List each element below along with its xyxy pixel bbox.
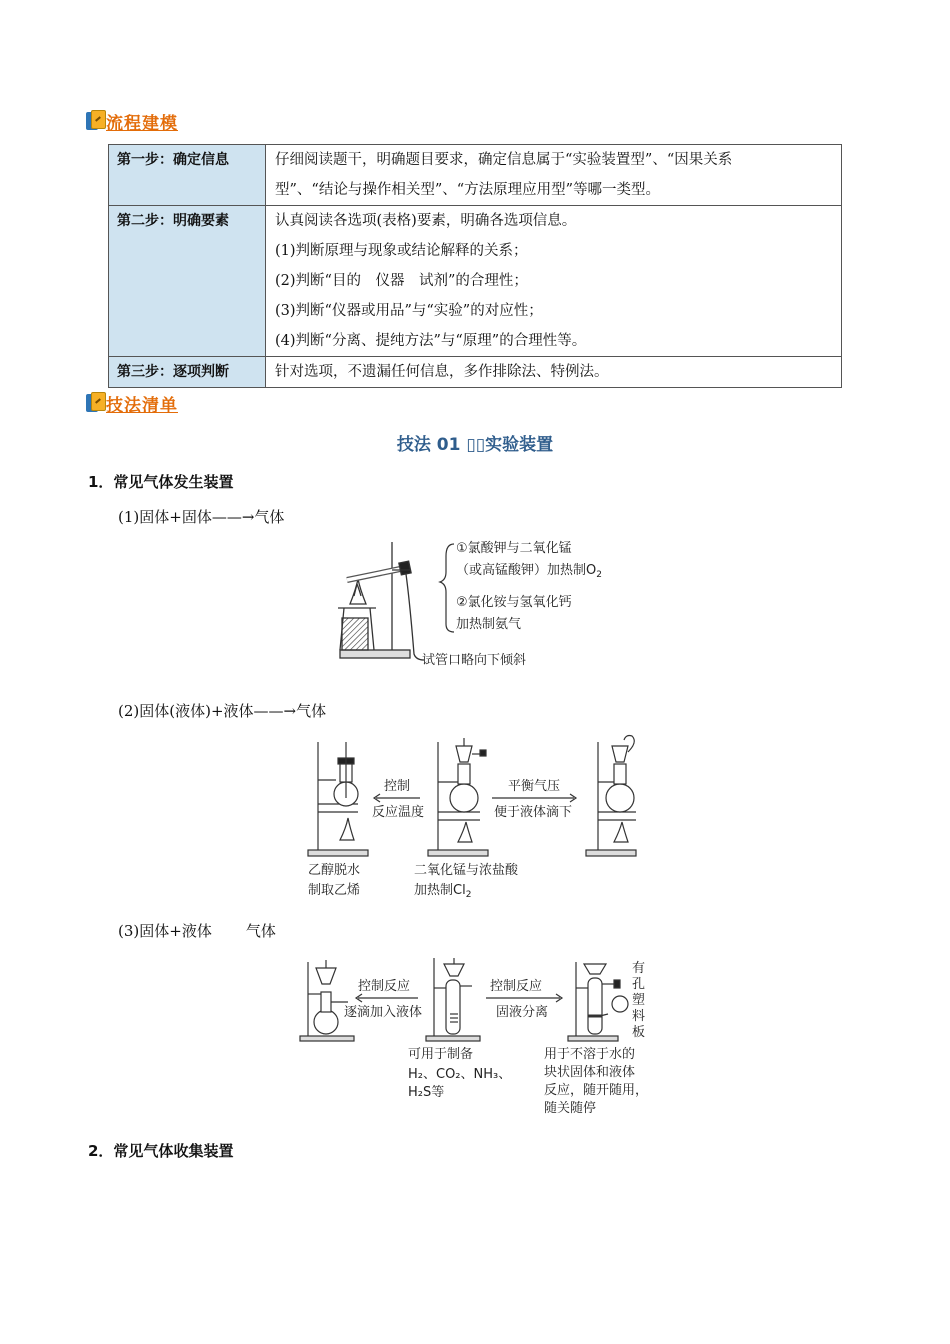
arrow-label: 控制反应 [490,979,543,994]
arrow-label: 控制 [384,779,411,794]
fig1-note: （或高锰酸钾）加热制$O_2$ [456,563,602,580]
row-label: 第二步：明确要素 [109,206,266,357]
plate-label: 板 [632,1025,646,1040]
row-content [266,145,842,206]
fig3-caption: 反应，随开随用， [544,1083,649,1098]
book-pencil-icon [86,392,104,414]
row-content [266,206,842,357]
row-line: 型”、“结论与操作相关型”、“方法原理应用型”等哪一类型。 [275,182,661,198]
row-line: 针对选项，不遗漏任何信息，多作排除法、特例法。 [275,364,609,380]
row-line: 认真阅读各选项(表格)要素，明确各选项信息。 [275,213,577,229]
sub-heading-part: 气体 [245,922,276,940]
section-title: 流程建模 [106,113,178,134]
plate-label: 有 [632,961,646,976]
row-line: (1)判断原理与现象或结论解释的关系； [275,243,528,259]
section-heading-skills [86,388,178,418]
arrow-label: 逐滴加入液体 [344,1005,423,1020]
row-line: (3)判断“仪器或用品”与“实验”的对应性； [275,303,543,319]
table-row [109,145,842,206]
book-pencil-icon [86,110,104,132]
fig1-note: 加热制氨气 [456,617,522,632]
fig1-note: ①氯酸钾与二氧化锰 [456,541,572,556]
item-heading: 2．常见气体收集装置 [88,1142,234,1160]
item-heading: 1．常见气体发生装置 [88,473,234,491]
arrow-label: 控制反应 [358,979,411,994]
fig2-caption: 制取乙烯 [308,883,361,898]
fig3-caption: 用于不溶于水的 [544,1047,636,1062]
apparatus-diagram [300,958,628,1041]
fig2-caption: 二氧化锰与浓盐酸 [414,863,519,878]
fig2-caption: 乙醇脱水 [308,863,361,878]
sub-heading: (2)固体(液体)+液体——→气体 [118,702,327,720]
arrow-label: 反应温度 [372,805,425,820]
fig1-note: ②氯化铵与氢氧化钙 [456,595,572,610]
row-label: 第一步：确定信息 [109,145,266,206]
sub-heading [118,920,276,941]
figure-solid-liquid [296,954,666,1124]
plate-label: 孔 [632,977,646,992]
fig3-caption: 块状固体和液体 [544,1065,636,1080]
figure-solid-solid [330,534,640,674]
apparatus-diagram [338,542,424,660]
row-label: 第三步：逐项判断 [109,357,266,388]
arrow-label: 平衡气压 [508,779,561,794]
table-row [109,357,842,388]
arrow-label: 便于液体滴下 [494,805,573,820]
row-line: (4)判断“分离、提纯方法”与“原理”的合理性等。 [275,333,587,349]
arrow-label: 固液分离 [496,1005,549,1020]
skill-title: 技法 01 ▯▯实验装置 [396,435,554,455]
flow-table [108,144,842,388]
fig2-caption: 加热制$Cl_2$ [414,883,472,900]
plate-label: 塑 [632,993,646,1008]
fig3-caption: 可用于制备 [408,1047,474,1062]
sub-heading: (1)固体+固体——→气体 [118,508,285,526]
fig3-caption: H₂S等 [408,1085,445,1100]
fig3-caption: H₂、CO₂、NH₃、 [408,1067,512,1082]
plate-label: 料 [632,1009,646,1024]
section-heading-flow [86,106,178,136]
fig1-caption: 试管口略向下倾斜 [422,653,527,668]
row-line: (2)判断“目的 仪器 试剂”的合理性； [275,273,528,289]
section-title: 技法清单 [106,395,178,416]
fig3-caption: 随关随停 [544,1101,597,1116]
table-row [109,206,842,357]
figure-solid-liquid-heat [302,732,642,902]
apparatus-diagram [308,736,636,857]
row-line: 仔细阅读题干，明确题目要求，确定信息属于“实验装置型”、“因果关系 [275,152,733,168]
row-content [266,357,842,388]
sub-heading-part: (3)固体+液体 [118,922,212,940]
